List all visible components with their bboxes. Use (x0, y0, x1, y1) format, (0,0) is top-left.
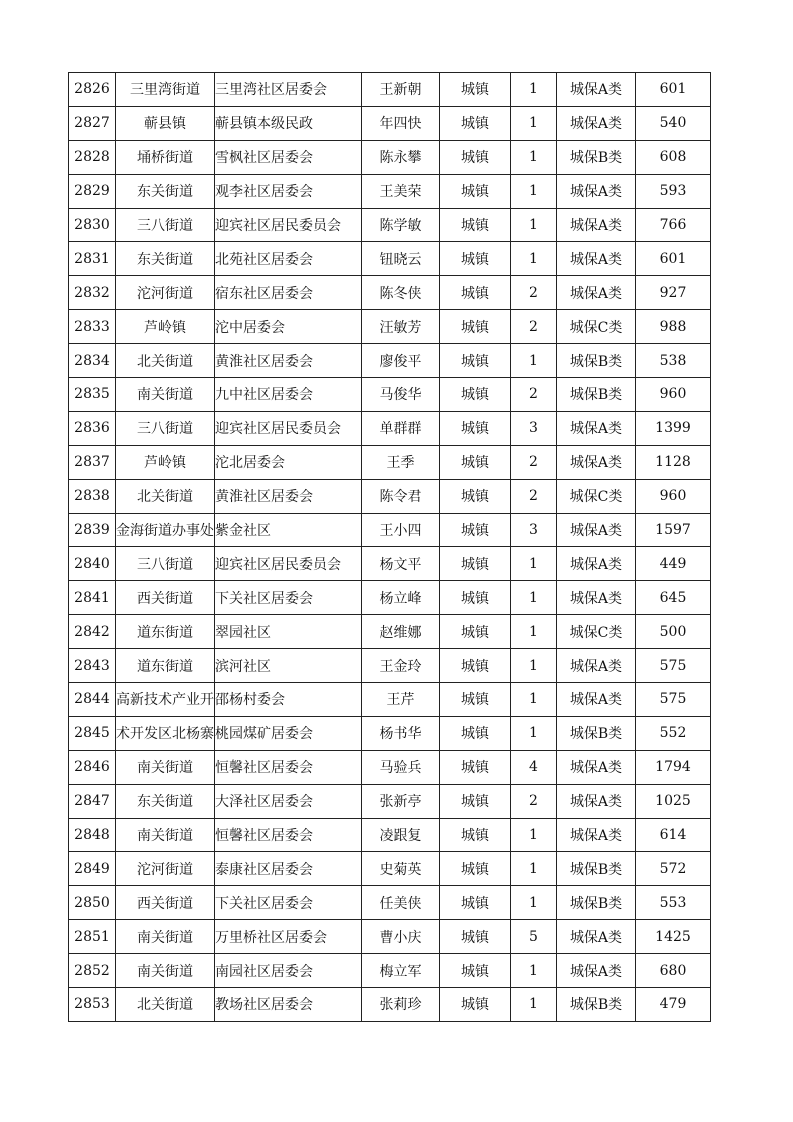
household-type-cell: 城镇 (440, 716, 511, 750)
row-number: 2831 (69, 242, 116, 276)
community-cell: 泰康社区居委会 (215, 852, 362, 886)
amount-cell: 1399 (636, 411, 711, 445)
household-type-cell: 城镇 (440, 411, 511, 445)
table-row (69, 683, 711, 717)
street-cell: 北关街道 (116, 988, 215, 1022)
category-cell: 城保A类 (557, 174, 636, 208)
community-cell: 黄淮社区居委会 (215, 344, 362, 378)
row-number: 2840 (69, 547, 116, 581)
street-cell: 芦岭镇 (116, 445, 215, 479)
table-row (69, 242, 711, 276)
category-cell: 城保A类 (557, 920, 636, 954)
amount-cell: 988 (636, 310, 711, 344)
amount-cell: 593 (636, 174, 711, 208)
row-number: 2849 (69, 852, 116, 886)
category-cell: 城保C类 (557, 310, 636, 344)
category-cell: 城保B类 (557, 988, 636, 1022)
person-count-cell: 1 (511, 106, 557, 140)
street-cell: 南关街道 (116, 378, 215, 412)
table-row (69, 750, 711, 784)
table-row (69, 513, 711, 547)
table-row (69, 784, 711, 818)
street-cell: 东关街道 (116, 242, 215, 276)
table-row (69, 106, 711, 140)
person-count-cell: 1 (511, 988, 557, 1022)
name-cell: 单群群 (362, 411, 440, 445)
person-count-cell: 2 (511, 479, 557, 513)
community-cell: 沱北居委会 (215, 445, 362, 479)
community-cell: 教场社区居委会 (215, 988, 362, 1022)
person-count-cell: 2 (511, 784, 557, 818)
table-row (69, 954, 711, 988)
name-cell: 杨文平 (362, 547, 440, 581)
street-cell: 西关街道 (116, 581, 215, 615)
category-cell: 城保A类 (557, 276, 636, 310)
street-cell: 北关街道 (116, 479, 215, 513)
household-type-cell: 城镇 (440, 445, 511, 479)
household-type-cell: 城镇 (440, 208, 511, 242)
category-cell: 城保A类 (557, 818, 636, 852)
community-cell: 万里桥社区居委会 (215, 920, 362, 954)
row-number: 2846 (69, 750, 116, 784)
community-cell: 紫金社区 (215, 513, 362, 547)
category-cell: 城保C类 (557, 479, 636, 513)
amount-cell: 1597 (636, 513, 711, 547)
street-cell: 南关街道 (116, 954, 215, 988)
category-cell: 城保A类 (557, 513, 636, 547)
street-cell: 三里湾街道 (116, 73, 215, 107)
row-number: 2829 (69, 174, 116, 208)
street-cell: 蕲县镇 (116, 106, 215, 140)
person-count-cell: 2 (511, 445, 557, 479)
row-number: 2830 (69, 208, 116, 242)
name-cell: 王美荣 (362, 174, 440, 208)
row-number: 2845 (69, 716, 116, 750)
person-count-cell: 1 (511, 886, 557, 920)
table-row (69, 174, 711, 208)
category-cell: 城保C类 (557, 615, 636, 649)
name-cell: 凌跟复 (362, 818, 440, 852)
amount-cell: 601 (636, 73, 711, 107)
household-type-cell: 城镇 (440, 378, 511, 412)
community-cell: 北苑社区居委会 (215, 242, 362, 276)
household-type-cell: 城镇 (440, 784, 511, 818)
row-number: 2852 (69, 954, 116, 988)
street-cell: 南关街道 (116, 920, 215, 954)
community-cell: 三里湾社区居委会 (215, 73, 362, 107)
name-cell: 曹小庆 (362, 920, 440, 954)
name-cell: 陈令君 (362, 479, 440, 513)
category-cell: 城保A类 (557, 784, 636, 818)
amount-cell: 927 (636, 276, 711, 310)
name-cell: 史菊英 (362, 852, 440, 886)
table-row (69, 920, 711, 954)
amount-cell: 479 (636, 988, 711, 1022)
person-count-cell: 3 (511, 513, 557, 547)
community-cell: 迎宾社区居民委员会 (215, 208, 362, 242)
community-cell: 滨河社区 (215, 649, 362, 683)
amount-cell: 538 (636, 344, 711, 378)
amount-cell: 766 (636, 208, 711, 242)
name-cell: 张莉珍 (362, 988, 440, 1022)
community-cell: 恒馨社区居委会 (215, 750, 362, 784)
community-cell: 下关社区居委会 (215, 581, 362, 615)
street-cell: 三八街道 (116, 208, 215, 242)
community-cell: 翠园社区 (215, 615, 362, 649)
person-count-cell: 2 (511, 378, 557, 412)
person-count-cell: 1 (511, 649, 557, 683)
name-cell: 张新亭 (362, 784, 440, 818)
row-number: 2828 (69, 140, 116, 174)
amount-cell: 1425 (636, 920, 711, 954)
table-row (69, 208, 711, 242)
row-number: 2835 (69, 378, 116, 412)
category-cell: 城保A类 (557, 954, 636, 988)
amount-cell: 601 (636, 242, 711, 276)
household-type-cell: 城镇 (440, 818, 511, 852)
person-count-cell: 1 (511, 208, 557, 242)
category-cell: 城保A类 (557, 411, 636, 445)
row-number: 2837 (69, 445, 116, 479)
category-cell: 城保A类 (557, 73, 636, 107)
household-type-cell: 城镇 (440, 73, 511, 107)
category-cell: 城保A类 (557, 547, 636, 581)
name-cell: 王季 (362, 445, 440, 479)
person-count-cell: 1 (511, 852, 557, 886)
subsidy-table (68, 72, 711, 1022)
street-cell: 南关街道 (116, 750, 215, 784)
community-cell: 观李社区居委会 (215, 174, 362, 208)
street-cell: 北关街道 (116, 344, 215, 378)
category-cell: 城保B类 (557, 886, 636, 920)
community-cell: 下关社区居委会 (215, 886, 362, 920)
household-type-cell: 城镇 (440, 242, 511, 276)
household-type-cell: 城镇 (440, 174, 511, 208)
category-cell: 城保B类 (557, 852, 636, 886)
street-cell: 沱河街道 (116, 852, 215, 886)
community-cell: 九中社区居委会 (215, 378, 362, 412)
household-type-cell: 城镇 (440, 615, 511, 649)
name-cell: 王金玲 (362, 649, 440, 683)
household-type-cell: 城镇 (440, 106, 511, 140)
amount-cell: 552 (636, 716, 711, 750)
table-row (69, 649, 711, 683)
community-cell: 蕲县镇本级民政 (215, 106, 362, 140)
category-cell: 城保B类 (557, 378, 636, 412)
community-cell: 迎宾社区居民委员会 (215, 547, 362, 581)
community-cell: 黄淮社区居委会 (215, 479, 362, 513)
community-cell: 邵杨村委会 (215, 683, 362, 717)
household-type-cell: 城镇 (440, 344, 511, 378)
person-count-cell: 1 (511, 581, 557, 615)
table-row (69, 818, 711, 852)
name-cell: 任美侠 (362, 886, 440, 920)
name-cell: 王新朝 (362, 73, 440, 107)
amount-cell: 575 (636, 649, 711, 683)
row-number: 2841 (69, 581, 116, 615)
street-cell: 金海街道办事处 (116, 513, 215, 547)
row-number: 2833 (69, 310, 116, 344)
street-cell: 沱河街道 (116, 276, 215, 310)
row-number: 2850 (69, 886, 116, 920)
table-row (69, 411, 711, 445)
table-row (69, 310, 711, 344)
street-cell: 南关街道 (116, 818, 215, 852)
amount-cell: 1794 (636, 750, 711, 784)
table-row (69, 445, 711, 479)
row-number: 2834 (69, 344, 116, 378)
table-row (69, 140, 711, 174)
table-row (69, 988, 711, 1022)
table-row (69, 378, 711, 412)
household-type-cell: 城镇 (440, 920, 511, 954)
household-type-cell: 城镇 (440, 513, 511, 547)
person-count-cell: 4 (511, 750, 557, 784)
household-type-cell: 城镇 (440, 649, 511, 683)
household-type-cell: 城镇 (440, 988, 511, 1022)
table-body (69, 73, 711, 1022)
person-count-cell: 1 (511, 615, 557, 649)
street-cell: 东关街道 (116, 174, 215, 208)
amount-cell: 1128 (636, 445, 711, 479)
street-cell: 埇桥街道 (116, 140, 215, 174)
row-number: 2838 (69, 479, 116, 513)
table-row (69, 276, 711, 310)
row-number: 2851 (69, 920, 116, 954)
amount-cell: 575 (636, 683, 711, 717)
amount-cell: 608 (636, 140, 711, 174)
name-cell: 陈学敏 (362, 208, 440, 242)
name-cell: 汪敏芳 (362, 310, 440, 344)
street-cell: 术开发区北杨寨 (116, 716, 215, 750)
row-number: 2827 (69, 106, 116, 140)
person-count-cell: 1 (511, 140, 557, 174)
person-count-cell: 5 (511, 920, 557, 954)
category-cell: 城保B类 (557, 140, 636, 174)
person-count-cell: 3 (511, 411, 557, 445)
amount-cell: 645 (636, 581, 711, 615)
amount-cell: 614 (636, 818, 711, 852)
community-cell: 迎宾社区居民委员会 (215, 411, 362, 445)
household-type-cell: 城镇 (440, 750, 511, 784)
community-cell: 宿东社区居委会 (215, 276, 362, 310)
amount-cell: 960 (636, 479, 711, 513)
community-cell: 雪枫社区居委会 (215, 140, 362, 174)
name-cell: 杨立峰 (362, 581, 440, 615)
person-count-cell: 1 (511, 954, 557, 988)
category-cell: 城保A类 (557, 242, 636, 276)
name-cell: 赵维娜 (362, 615, 440, 649)
table-row (69, 73, 711, 107)
community-cell: 沱中居委会 (215, 310, 362, 344)
name-cell: 年四快 (362, 106, 440, 140)
household-type-cell: 城镇 (440, 276, 511, 310)
table-row (69, 886, 711, 920)
table-row (69, 547, 711, 581)
row-number: 2844 (69, 683, 116, 717)
table-row (69, 615, 711, 649)
amount-cell: 540 (636, 106, 711, 140)
household-type-cell: 城镇 (440, 310, 511, 344)
amount-cell: 680 (636, 954, 711, 988)
row-number: 2839 (69, 513, 116, 547)
category-cell: 城保A类 (557, 581, 636, 615)
category-cell: 城保B类 (557, 344, 636, 378)
amount-cell: 1025 (636, 784, 711, 818)
community-cell: 桃园煤矿居委会 (215, 716, 362, 750)
person-count-cell: 1 (511, 174, 557, 208)
household-type-cell: 城镇 (440, 140, 511, 174)
table-row (69, 581, 711, 615)
table-row (69, 716, 711, 750)
name-cell: 王芹 (362, 683, 440, 717)
household-type-cell: 城镇 (440, 547, 511, 581)
name-cell: 廖俊平 (362, 344, 440, 378)
person-count-cell: 1 (511, 683, 557, 717)
street-cell: 道东街道 (116, 649, 215, 683)
community-cell: 恒馨社区居委会 (215, 818, 362, 852)
name-cell: 钮晓云 (362, 242, 440, 276)
household-type-cell: 城镇 (440, 886, 511, 920)
street-cell: 高新技术产业开 (116, 683, 215, 717)
street-cell: 芦岭镇 (116, 310, 215, 344)
category-cell: 城保A类 (557, 649, 636, 683)
person-count-cell: 1 (511, 73, 557, 107)
household-type-cell: 城镇 (440, 581, 511, 615)
person-count-cell: 2 (511, 276, 557, 310)
name-cell: 马验兵 (362, 750, 440, 784)
person-count-cell: 1 (511, 344, 557, 378)
name-cell: 马俊华 (362, 378, 440, 412)
row-number: 2847 (69, 784, 116, 818)
street-cell: 东关街道 (116, 784, 215, 818)
row-number: 2826 (69, 73, 116, 107)
person-count-cell: 1 (511, 242, 557, 276)
amount-cell: 449 (636, 547, 711, 581)
category-cell: 城保A类 (557, 445, 636, 479)
table-row (69, 344, 711, 378)
row-number: 2853 (69, 988, 116, 1022)
category-cell: 城保A类 (557, 208, 636, 242)
person-count-cell: 2 (511, 310, 557, 344)
row-number: 2832 (69, 276, 116, 310)
community-cell: 大泽社区居委会 (215, 784, 362, 818)
table-row (69, 852, 711, 886)
amount-cell: 553 (636, 886, 711, 920)
name-cell: 陈冬侠 (362, 276, 440, 310)
amount-cell: 500 (636, 615, 711, 649)
community-cell: 南园社区居委会 (215, 954, 362, 988)
household-type-cell: 城镇 (440, 954, 511, 988)
street-cell: 三八街道 (116, 411, 215, 445)
amount-cell: 572 (636, 852, 711, 886)
household-type-cell: 城镇 (440, 683, 511, 717)
name-cell: 陈永攀 (362, 140, 440, 174)
street-cell: 道东街道 (116, 615, 215, 649)
row-number: 2842 (69, 615, 116, 649)
person-count-cell: 1 (511, 818, 557, 852)
household-type-cell: 城镇 (440, 479, 511, 513)
name-cell: 杨书华 (362, 716, 440, 750)
row-number: 2836 (69, 411, 116, 445)
person-count-cell: 1 (511, 547, 557, 581)
row-number: 2848 (69, 818, 116, 852)
street-cell: 西关街道 (116, 886, 215, 920)
household-type-cell: 城镇 (440, 852, 511, 886)
category-cell: 城保A类 (557, 750, 636, 784)
category-cell: 城保A类 (557, 106, 636, 140)
category-cell: 城保B类 (557, 716, 636, 750)
street-cell: 三八街道 (116, 547, 215, 581)
category-cell: 城保A类 (557, 683, 636, 717)
name-cell: 梅立军 (362, 954, 440, 988)
row-number: 2843 (69, 649, 116, 683)
name-cell: 王小四 (362, 513, 440, 547)
person-count-cell: 1 (511, 716, 557, 750)
amount-cell: 960 (636, 378, 711, 412)
table-row (69, 479, 711, 513)
